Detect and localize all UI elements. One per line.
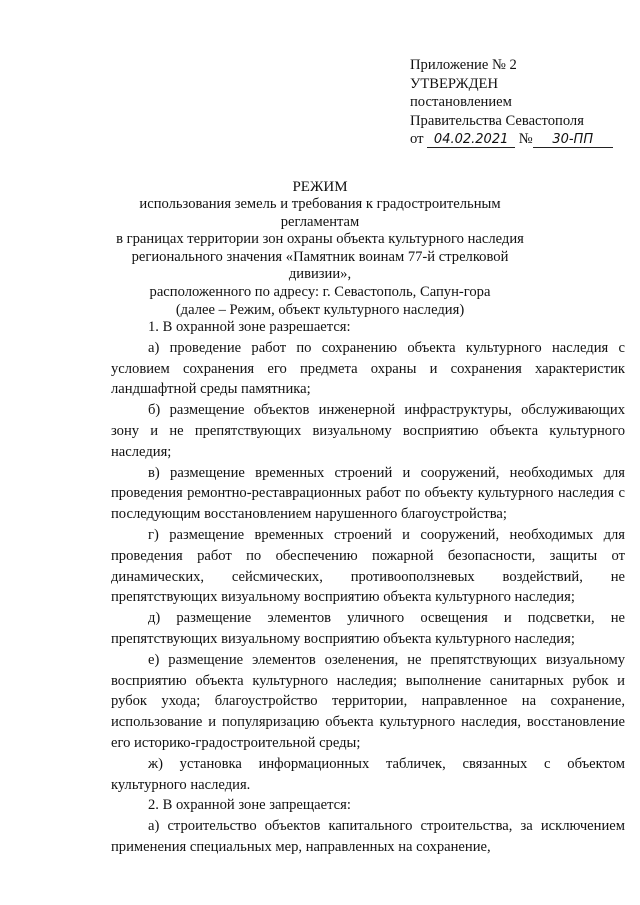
body-paragraph: ж) установка информационных табличек, связанных с объектом культурного наследия. [111,755,625,793]
subtitle-line: регионального значения «Памятник воинам 77-й стрелковой дивизии», [131,248,509,283]
body-paragraph: в) размещение временных строений и сооружений, необходимых для проведения ремонтно-реставрационных работ по объекту культурного наследия с последующим восстановлением нарушенного благоустройства; [111,464,625,523]
section-heading: 2. В охранной зоне запрещается: [148,797,351,814]
approval-authority: Правительства Севастополя [410,112,584,129]
body-paragraph: г) размещение временных строений и сооружений, необходимых для проведения работ по обеспечению пожарной безопасности, защиты от динамических, сейсмических, противооползневых воздействий, не препятствующих визуальному восприятию объекта культурного наследия; [111,526,625,606]
document-body [111,317,625,858]
appendix-number: Приложение № 2 [410,57,517,73]
body-paragraph: а) проведение работ по сохранению объекта культурного наследия с условием сохранения его предмета охраны и сохранения характеристик ландшафтной среды памятника; [111,339,625,398]
document-subtitle [100,196,540,319]
subtitle-line: использования земель и требования к градостроительным регламентам [139,196,501,230]
approved-stamp: УТВЕРЖДЕН [410,75,498,92]
subtitle-line: (далее – Режим, объект культурного наследия) [175,301,465,318]
subtitle-line: расположенного по адресу: г. Севастополь, Сапун-гора [149,283,491,300]
document-title: РЕЖИМ [292,179,348,195]
approval-date-line [410,130,630,149]
date-prefix: от [410,131,424,147]
section-heading: 1. В охранной зоне разрешается: [148,319,351,335]
body-paragraph: д) размещение элементов уличного освещения и подсветки, не препятствующих визуальному восприятию объекта культурного наследия; [111,610,625,647]
body-paragraph: б) размещение объектов инженерной инфраструктуры, обслуживающих зону и не препятствующих визуальному восприятию объекта культурного наследия; [111,402,625,460]
body-paragraph: е) размещение элементов озеленения, не препятствующих визуальному восприятию объекта культурного наследия; выполнение санитарных рубок и рубок ухода; благоустройство территории, направленное на сохранение, использование и популяризацию объекта культурного наследия, восстановление его историко-градостроительной среды; [111,651,625,751]
approval-by-line: постановлением [410,94,512,110]
subtitle-line: в границах территории зон охраны объекта культурного наследия [116,231,524,248]
approval-block [410,56,630,149]
handwritten-number: 30-ПП [533,132,613,148]
handwritten-date: 04.02.2021 [427,132,515,148]
body-paragraph: а) строительство объектов капитального строительства, за исключением применения специальных мер, направленных на сохранение, [111,818,625,855]
number-prefix: № [518,131,533,147]
